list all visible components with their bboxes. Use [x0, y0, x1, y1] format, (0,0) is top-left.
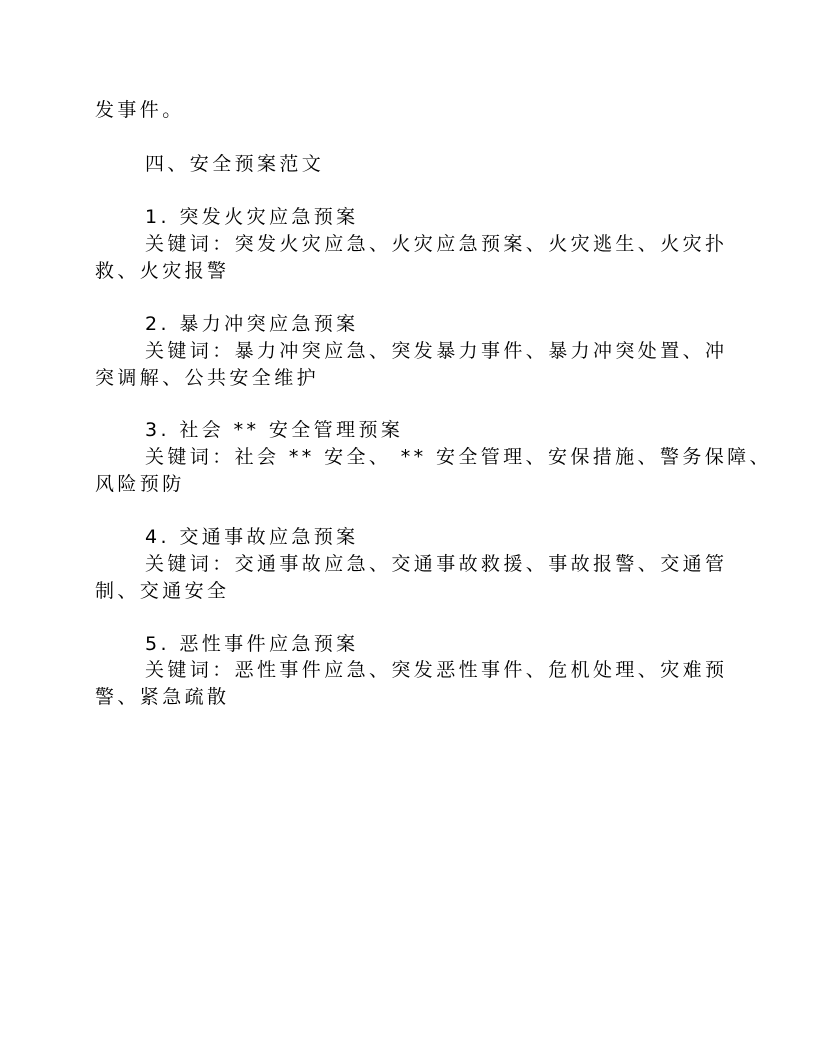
- item-2-title: 2. 暴力冲突应急预案: [145, 313, 359, 335]
- item-1-keywords-line2: 救、火灾报警: [95, 260, 230, 282]
- item-2-keywords-line1: 关键词：暴力冲突应急、突发暴力事件、暴力冲突处置、冲: [145, 340, 728, 362]
- item-5-keywords-line1: 关键词：恶性事件应急、突发恶性事件、危机处理、灾难预: [145, 659, 728, 681]
- item-4-keywords-line2: 制、交通安全: [95, 580, 230, 602]
- item-1-keywords-line1: 关键词：突发火灾应急、火灾应急预案、火灾逃生、火灾扑: [145, 233, 728, 255]
- item-4-keywords-line1: 关键词：交通事故应急、交通事故救援、事故报警、交通管: [145, 553, 728, 575]
- section-heading: 四、安全预案范文: [145, 153, 325, 175]
- continuation-text: 发事件。: [95, 99, 185, 121]
- item-5-keywords-line2: 警、紧急疏散: [95, 686, 230, 708]
- item-3-keywords-line1: 关键词：社会 ** 安全、 ** 安全管理、安保措施、警务保障、: [145, 446, 772, 468]
- item-4-title: 4. 交通事故应急预案: [145, 526, 359, 548]
- item-3-keywords-line2: 风险预防: [95, 473, 185, 495]
- item-3-title: 3. 社会 ** 安全管理预案: [145, 419, 404, 441]
- item-2-keywords-line2: 突调解、公共安全维护: [95, 367, 320, 389]
- item-1-title: 1. 突发火灾应急预案: [145, 206, 359, 228]
- item-5-title: 5. 恶性事件应急预案: [145, 633, 359, 655]
